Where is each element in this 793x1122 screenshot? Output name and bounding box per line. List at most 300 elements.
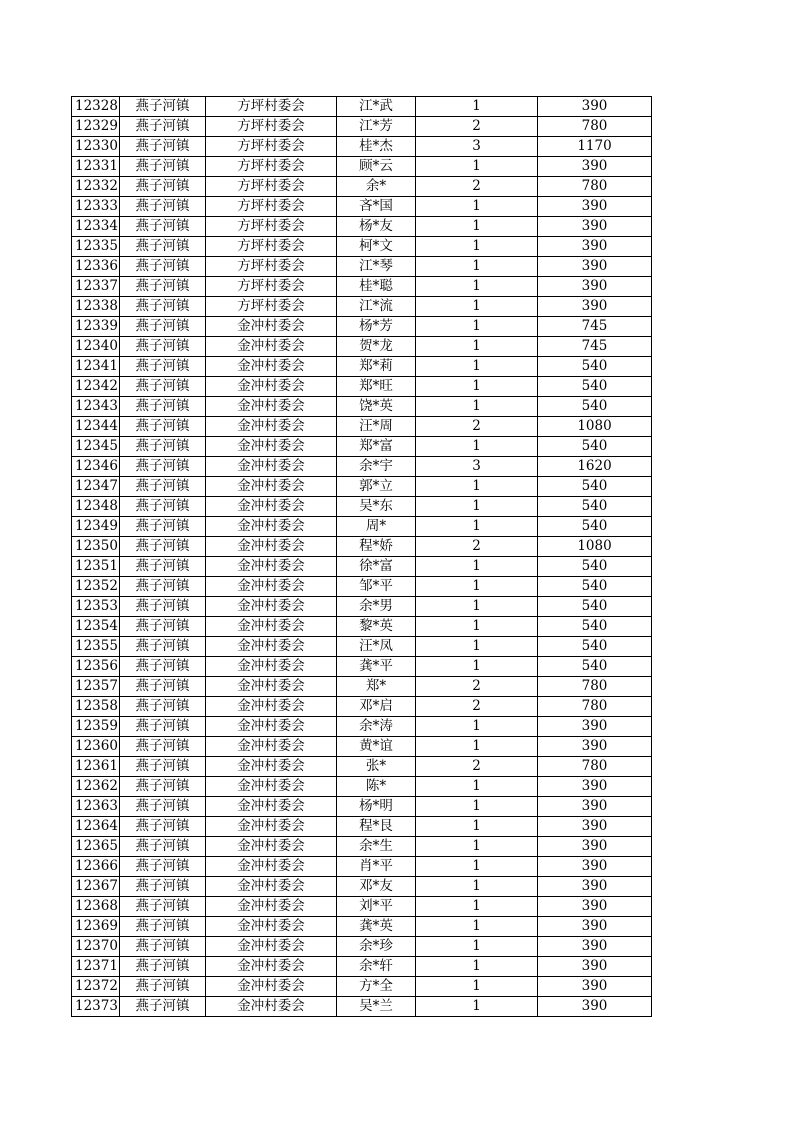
village-committee-cell: 金冲村委会 bbox=[206, 957, 337, 977]
town-cell: 燕子河镇 bbox=[120, 857, 206, 877]
town-cell: 燕子河镇 bbox=[120, 577, 206, 597]
amount-cell: 540 bbox=[538, 437, 652, 457]
table-body bbox=[72, 97, 652, 1017]
village-committee-cell: 金冲村委会 bbox=[206, 537, 337, 557]
record-id-cell: 12348 bbox=[72, 497, 120, 517]
town-cell: 燕子河镇 bbox=[120, 997, 206, 1017]
amount-cell: 1170 bbox=[538, 137, 652, 157]
name-cell: 郭*立 bbox=[337, 477, 416, 497]
village-committee-cell: 金冲村委会 bbox=[206, 837, 337, 857]
record-id-cell: 12345 bbox=[72, 437, 120, 457]
count-cell: 1 bbox=[416, 477, 538, 497]
name-cell: 周* bbox=[337, 517, 416, 537]
record-id-cell: 12373 bbox=[72, 997, 120, 1017]
table-row bbox=[72, 317, 652, 337]
name-cell: 黎*英 bbox=[337, 617, 416, 637]
table-row bbox=[72, 137, 652, 157]
name-cell: 吴*兰 bbox=[337, 997, 416, 1017]
table-row bbox=[72, 517, 652, 537]
count-cell: 1 bbox=[416, 957, 538, 977]
amount-cell: 1080 bbox=[538, 537, 652, 557]
table-row bbox=[72, 677, 652, 697]
village-committee-cell: 金冲村委会 bbox=[206, 357, 337, 377]
name-cell: 桂*杰 bbox=[337, 137, 416, 157]
table-row bbox=[72, 757, 652, 777]
amount-cell: 390 bbox=[538, 717, 652, 737]
name-cell: 余*轩 bbox=[337, 957, 416, 977]
name-cell: 郑*莉 bbox=[337, 357, 416, 377]
town-cell: 燕子河镇 bbox=[120, 877, 206, 897]
name-cell: 余* bbox=[337, 177, 416, 197]
count-cell: 1 bbox=[416, 97, 538, 117]
amount-cell: 390 bbox=[538, 977, 652, 997]
table-row bbox=[72, 937, 652, 957]
record-id-cell: 12332 bbox=[72, 177, 120, 197]
amount-cell: 540 bbox=[538, 517, 652, 537]
village-committee-cell: 金冲村委会 bbox=[206, 717, 337, 737]
name-cell: 邹*平 bbox=[337, 577, 416, 597]
record-id-cell: 12362 bbox=[72, 777, 120, 797]
record-id-cell: 12354 bbox=[72, 617, 120, 637]
count-cell: 1 bbox=[416, 257, 538, 277]
record-id-cell: 12331 bbox=[72, 157, 120, 177]
village-committee-cell: 金冲村委会 bbox=[206, 397, 337, 417]
table-row bbox=[72, 417, 652, 437]
count-cell: 1 bbox=[416, 557, 538, 577]
village-committee-cell: 金冲村委会 bbox=[206, 337, 337, 357]
count-cell: 2 bbox=[416, 417, 538, 437]
town-cell: 燕子河镇 bbox=[120, 457, 206, 477]
record-id-cell: 12344 bbox=[72, 417, 120, 437]
record-id-cell: 12351 bbox=[72, 557, 120, 577]
amount-cell: 390 bbox=[538, 777, 652, 797]
name-cell: 余*生 bbox=[337, 837, 416, 857]
name-cell: 汪*周 bbox=[337, 417, 416, 437]
town-cell: 燕子河镇 bbox=[120, 137, 206, 157]
village-committee-cell: 金冲村委会 bbox=[206, 517, 337, 537]
name-cell: 邓*启 bbox=[337, 697, 416, 717]
record-id-cell: 12337 bbox=[72, 277, 120, 297]
table-row bbox=[72, 697, 652, 717]
table-row bbox=[72, 477, 652, 497]
village-committee-cell: 金冲村委会 bbox=[206, 657, 337, 677]
amount-cell: 390 bbox=[538, 737, 652, 757]
table-row bbox=[72, 857, 652, 877]
village-committee-cell: 金冲村委会 bbox=[206, 697, 337, 717]
name-cell: 徐*富 bbox=[337, 557, 416, 577]
village-committee-cell: 方坪村委会 bbox=[206, 157, 337, 177]
record-id-cell: 12367 bbox=[72, 877, 120, 897]
amount-cell: 745 bbox=[538, 317, 652, 337]
table-row bbox=[72, 357, 652, 377]
count-cell: 1 bbox=[416, 817, 538, 837]
amount-cell: 390 bbox=[538, 877, 652, 897]
table-row bbox=[72, 597, 652, 617]
town-cell: 燕子河镇 bbox=[120, 197, 206, 217]
town-cell: 燕子河镇 bbox=[120, 517, 206, 537]
village-committee-cell: 金冲村委会 bbox=[206, 477, 337, 497]
record-id-cell: 12333 bbox=[72, 197, 120, 217]
table-row bbox=[72, 537, 652, 557]
record-id-cell: 12341 bbox=[72, 357, 120, 377]
table-row bbox=[72, 577, 652, 597]
amount-cell: 540 bbox=[538, 477, 652, 497]
name-cell: 余*珍 bbox=[337, 937, 416, 957]
count-cell: 1 bbox=[416, 937, 538, 957]
table-row bbox=[72, 917, 652, 937]
amount-cell: 780 bbox=[538, 677, 652, 697]
table-row bbox=[72, 237, 652, 257]
village-committee-cell: 金冲村委会 bbox=[206, 737, 337, 757]
record-id-cell: 12368 bbox=[72, 897, 120, 917]
town-cell: 燕子河镇 bbox=[120, 777, 206, 797]
record-id-cell: 12352 bbox=[72, 577, 120, 597]
count-cell: 2 bbox=[416, 117, 538, 137]
amount-cell: 390 bbox=[538, 997, 652, 1017]
count-cell: 1 bbox=[416, 377, 538, 397]
village-committee-cell: 金冲村委会 bbox=[206, 637, 337, 657]
village-committee-cell: 金冲村委会 bbox=[206, 377, 337, 397]
count-cell: 1 bbox=[416, 797, 538, 817]
village-committee-cell: 金冲村委会 bbox=[206, 937, 337, 957]
town-cell: 燕子河镇 bbox=[120, 437, 206, 457]
table-row bbox=[72, 337, 652, 357]
name-cell: 江*流 bbox=[337, 297, 416, 317]
town-cell: 燕子河镇 bbox=[120, 697, 206, 717]
amount-cell: 780 bbox=[538, 177, 652, 197]
town-cell: 燕子河镇 bbox=[120, 757, 206, 777]
name-cell: 余*男 bbox=[337, 597, 416, 617]
table-row bbox=[72, 657, 652, 677]
record-id-cell: 12335 bbox=[72, 237, 120, 257]
table-row bbox=[72, 777, 652, 797]
name-cell: 顾*云 bbox=[337, 157, 416, 177]
village-committee-cell: 方坪村委会 bbox=[206, 237, 337, 257]
count-cell: 1 bbox=[416, 437, 538, 457]
amount-cell: 390 bbox=[538, 97, 652, 117]
amount-cell: 390 bbox=[538, 277, 652, 297]
town-cell: 燕子河镇 bbox=[120, 177, 206, 197]
name-cell: 程*艮 bbox=[337, 817, 416, 837]
village-committee-cell: 方坪村委会 bbox=[206, 277, 337, 297]
count-cell: 1 bbox=[416, 157, 538, 177]
town-cell: 燕子河镇 bbox=[120, 357, 206, 377]
record-id-cell: 12372 bbox=[72, 977, 120, 997]
record-id-cell: 12339 bbox=[72, 317, 120, 337]
town-cell: 燕子河镇 bbox=[120, 257, 206, 277]
village-committee-cell: 金冲村委会 bbox=[206, 437, 337, 457]
amount-cell: 390 bbox=[538, 857, 652, 877]
town-cell: 燕子河镇 bbox=[120, 397, 206, 417]
village-committee-cell: 方坪村委会 bbox=[206, 197, 337, 217]
name-cell: 郑* bbox=[337, 677, 416, 697]
count-cell: 1 bbox=[416, 837, 538, 857]
record-id-cell: 12358 bbox=[72, 697, 120, 717]
name-cell: 方*全 bbox=[337, 977, 416, 997]
count-cell: 1 bbox=[416, 397, 538, 417]
amount-cell: 390 bbox=[538, 217, 652, 237]
name-cell: 桂*聪 bbox=[337, 277, 416, 297]
town-cell: 燕子河镇 bbox=[120, 477, 206, 497]
village-committee-cell: 金冲村委会 bbox=[206, 917, 337, 937]
name-cell: 江*琴 bbox=[337, 257, 416, 277]
count-cell: 1 bbox=[416, 897, 538, 917]
village-committee-cell: 金冲村委会 bbox=[206, 977, 337, 997]
village-committee-cell: 方坪村委会 bbox=[206, 117, 337, 137]
count-cell: 1 bbox=[416, 917, 538, 937]
name-cell: 余*宇 bbox=[337, 457, 416, 477]
record-id-cell: 12330 bbox=[72, 137, 120, 157]
table-row bbox=[72, 217, 652, 237]
amount-cell: 1080 bbox=[538, 417, 652, 437]
village-committee-cell: 金冲村委会 bbox=[206, 677, 337, 697]
name-cell: 杨*芳 bbox=[337, 317, 416, 337]
village-committee-cell: 方坪村委会 bbox=[206, 177, 337, 197]
count-cell: 1 bbox=[416, 357, 538, 377]
name-cell: 程*娇 bbox=[337, 537, 416, 557]
amount-cell: 780 bbox=[538, 757, 652, 777]
amount-cell: 540 bbox=[538, 397, 652, 417]
town-cell: 燕子河镇 bbox=[120, 377, 206, 397]
table-row bbox=[72, 897, 652, 917]
village-committee-cell: 方坪村委会 bbox=[206, 97, 337, 117]
table-row bbox=[72, 197, 652, 217]
count-cell: 1 bbox=[416, 997, 538, 1017]
table-row bbox=[72, 617, 652, 637]
village-committee-cell: 金冲村委会 bbox=[206, 797, 337, 817]
record-id-cell: 12365 bbox=[72, 837, 120, 857]
name-cell: 邓*友 bbox=[337, 877, 416, 897]
town-cell: 燕子河镇 bbox=[120, 737, 206, 757]
amount-cell: 540 bbox=[538, 617, 652, 637]
name-cell: 龚*平 bbox=[337, 657, 416, 677]
village-committee-cell: 金冲村委会 bbox=[206, 577, 337, 597]
town-cell: 燕子河镇 bbox=[120, 617, 206, 637]
table-row bbox=[72, 157, 652, 177]
count-cell: 1 bbox=[416, 517, 538, 537]
record-id-cell: 12357 bbox=[72, 677, 120, 697]
record-id-cell: 12366 bbox=[72, 857, 120, 877]
name-cell: 郑*富 bbox=[337, 437, 416, 457]
village-committee-cell: 金冲村委会 bbox=[206, 597, 337, 617]
amount-cell: 390 bbox=[538, 957, 652, 977]
town-cell: 燕子河镇 bbox=[120, 217, 206, 237]
count-cell: 2 bbox=[416, 697, 538, 717]
count-cell: 2 bbox=[416, 177, 538, 197]
town-cell: 燕子河镇 bbox=[120, 557, 206, 577]
town-cell: 燕子河镇 bbox=[120, 117, 206, 137]
count-cell: 1 bbox=[416, 277, 538, 297]
record-id-cell: 12338 bbox=[72, 297, 120, 317]
count-cell: 1 bbox=[416, 237, 538, 257]
amount-cell: 390 bbox=[538, 797, 652, 817]
amount-cell: 390 bbox=[538, 837, 652, 857]
table-row bbox=[72, 257, 652, 277]
amount-cell: 540 bbox=[538, 377, 652, 397]
village-committee-cell: 金冲村委会 bbox=[206, 457, 337, 477]
name-cell: 黄*谊 bbox=[337, 737, 416, 757]
name-cell: 贺*龙 bbox=[337, 337, 416, 357]
name-cell: 郑*旺 bbox=[337, 377, 416, 397]
town-cell: 燕子河镇 bbox=[120, 897, 206, 917]
record-id-cell: 12364 bbox=[72, 817, 120, 837]
count-cell: 1 bbox=[416, 857, 538, 877]
village-committee-cell: 方坪村委会 bbox=[206, 217, 337, 237]
town-cell: 燕子河镇 bbox=[120, 677, 206, 697]
village-committee-cell: 金冲村委会 bbox=[206, 757, 337, 777]
town-cell: 燕子河镇 bbox=[120, 717, 206, 737]
amount-cell: 390 bbox=[538, 237, 652, 257]
village-committee-cell: 金冲村委会 bbox=[206, 417, 337, 437]
count-cell: 1 bbox=[416, 737, 538, 757]
record-id-cell: 12346 bbox=[72, 457, 120, 477]
town-cell: 燕子河镇 bbox=[120, 317, 206, 337]
record-id-cell: 12328 bbox=[72, 97, 120, 117]
village-committee-cell: 金冲村委会 bbox=[206, 557, 337, 577]
town-cell: 燕子河镇 bbox=[120, 97, 206, 117]
village-committee-cell: 金冲村委会 bbox=[206, 817, 337, 837]
village-committee-cell: 金冲村委会 bbox=[206, 857, 337, 877]
village-committee-cell: 金冲村委会 bbox=[206, 777, 337, 797]
town-cell: 燕子河镇 bbox=[120, 797, 206, 817]
name-cell: 吴*东 bbox=[337, 497, 416, 517]
name-cell: 张* bbox=[337, 757, 416, 777]
record-id-cell: 12355 bbox=[72, 637, 120, 657]
amount-cell: 390 bbox=[538, 257, 652, 277]
count-cell: 1 bbox=[416, 657, 538, 677]
town-cell: 燕子河镇 bbox=[120, 237, 206, 257]
town-cell: 燕子河镇 bbox=[120, 637, 206, 657]
record-id-cell: 12353 bbox=[72, 597, 120, 617]
table-row bbox=[72, 277, 652, 297]
name-cell: 吝*国 bbox=[337, 197, 416, 217]
count-cell: 1 bbox=[416, 317, 538, 337]
table-row bbox=[72, 177, 652, 197]
village-committee-cell: 金冲村委会 bbox=[206, 897, 337, 917]
amount-cell: 390 bbox=[538, 937, 652, 957]
amount-cell: 390 bbox=[538, 297, 652, 317]
count-cell: 1 bbox=[416, 717, 538, 737]
table-row bbox=[72, 557, 652, 577]
table-row bbox=[72, 997, 652, 1017]
town-cell: 燕子河镇 bbox=[120, 837, 206, 857]
amount-cell: 390 bbox=[538, 897, 652, 917]
table-row bbox=[72, 817, 652, 837]
name-cell: 刘*平 bbox=[337, 897, 416, 917]
town-cell: 燕子河镇 bbox=[120, 657, 206, 677]
town-cell: 燕子河镇 bbox=[120, 157, 206, 177]
record-id-cell: 12370 bbox=[72, 937, 120, 957]
data-table bbox=[71, 96, 652, 1017]
count-cell: 1 bbox=[416, 217, 538, 237]
count-cell: 1 bbox=[416, 297, 538, 317]
table-row bbox=[72, 977, 652, 997]
amount-cell: 745 bbox=[538, 337, 652, 357]
amount-cell: 780 bbox=[538, 697, 652, 717]
record-id-cell: 12369 bbox=[72, 917, 120, 937]
name-cell: 龚*英 bbox=[337, 917, 416, 937]
count-cell: 1 bbox=[416, 197, 538, 217]
town-cell: 燕子河镇 bbox=[120, 917, 206, 937]
table-row bbox=[72, 97, 652, 117]
table-row bbox=[72, 497, 652, 517]
village-committee-cell: 方坪村委会 bbox=[206, 297, 337, 317]
table-row bbox=[72, 117, 652, 137]
amount-cell: 390 bbox=[538, 157, 652, 177]
count-cell: 2 bbox=[416, 677, 538, 697]
count-cell: 1 bbox=[416, 877, 538, 897]
amount-cell: 390 bbox=[538, 197, 652, 217]
record-id-cell: 12349 bbox=[72, 517, 120, 537]
record-id-cell: 12350 bbox=[72, 537, 120, 557]
record-id-cell: 12342 bbox=[72, 377, 120, 397]
record-id-cell: 12336 bbox=[72, 257, 120, 277]
town-cell: 燕子河镇 bbox=[120, 817, 206, 837]
name-cell: 杨*明 bbox=[337, 797, 416, 817]
table-row bbox=[72, 957, 652, 977]
name-cell: 江*武 bbox=[337, 97, 416, 117]
town-cell: 燕子河镇 bbox=[120, 417, 206, 437]
record-id-cell: 12363 bbox=[72, 797, 120, 817]
count-cell: 1 bbox=[416, 497, 538, 517]
count-cell: 3 bbox=[416, 457, 538, 477]
village-committee-cell: 金冲村委会 bbox=[206, 317, 337, 337]
town-cell: 燕子河镇 bbox=[120, 297, 206, 317]
table-row bbox=[72, 377, 652, 397]
count-cell: 2 bbox=[416, 757, 538, 777]
village-committee-cell: 金冲村委会 bbox=[206, 877, 337, 897]
amount-cell: 390 bbox=[538, 817, 652, 837]
table-row bbox=[72, 797, 652, 817]
town-cell: 燕子河镇 bbox=[120, 957, 206, 977]
name-cell: 杨*友 bbox=[337, 217, 416, 237]
amount-cell: 540 bbox=[538, 637, 652, 657]
town-cell: 燕子河镇 bbox=[120, 977, 206, 997]
record-id-cell: 12334 bbox=[72, 217, 120, 237]
town-cell: 燕子河镇 bbox=[120, 497, 206, 517]
count-cell: 3 bbox=[416, 137, 538, 157]
count-cell: 1 bbox=[416, 777, 538, 797]
table-row bbox=[72, 457, 652, 477]
table-row bbox=[72, 877, 652, 897]
count-cell: 2 bbox=[416, 537, 538, 557]
record-id-cell: 12340 bbox=[72, 337, 120, 357]
table-row bbox=[72, 397, 652, 417]
name-cell: 汪*凤 bbox=[337, 637, 416, 657]
record-id-cell: 12347 bbox=[72, 477, 120, 497]
count-cell: 1 bbox=[416, 577, 538, 597]
table-row bbox=[72, 837, 652, 857]
table-row bbox=[72, 297, 652, 317]
village-committee-cell: 金冲村委会 bbox=[206, 497, 337, 517]
village-committee-cell: 方坪村委会 bbox=[206, 137, 337, 157]
amount-cell: 390 bbox=[538, 917, 652, 937]
amount-cell: 540 bbox=[538, 657, 652, 677]
record-id-cell: 12356 bbox=[72, 657, 120, 677]
town-cell: 燕子河镇 bbox=[120, 337, 206, 357]
amount-cell: 540 bbox=[538, 497, 652, 517]
amount-cell: 540 bbox=[538, 577, 652, 597]
record-id-cell: 12360 bbox=[72, 737, 120, 757]
amount-cell: 540 bbox=[538, 597, 652, 617]
town-cell: 燕子河镇 bbox=[120, 597, 206, 617]
name-cell: 饶*英 bbox=[337, 397, 416, 417]
count-cell: 1 bbox=[416, 597, 538, 617]
count-cell: 1 bbox=[416, 637, 538, 657]
name-cell: 陈* bbox=[337, 777, 416, 797]
village-committee-cell: 金冲村委会 bbox=[206, 617, 337, 637]
village-committee-cell: 金冲村委会 bbox=[206, 997, 337, 1017]
